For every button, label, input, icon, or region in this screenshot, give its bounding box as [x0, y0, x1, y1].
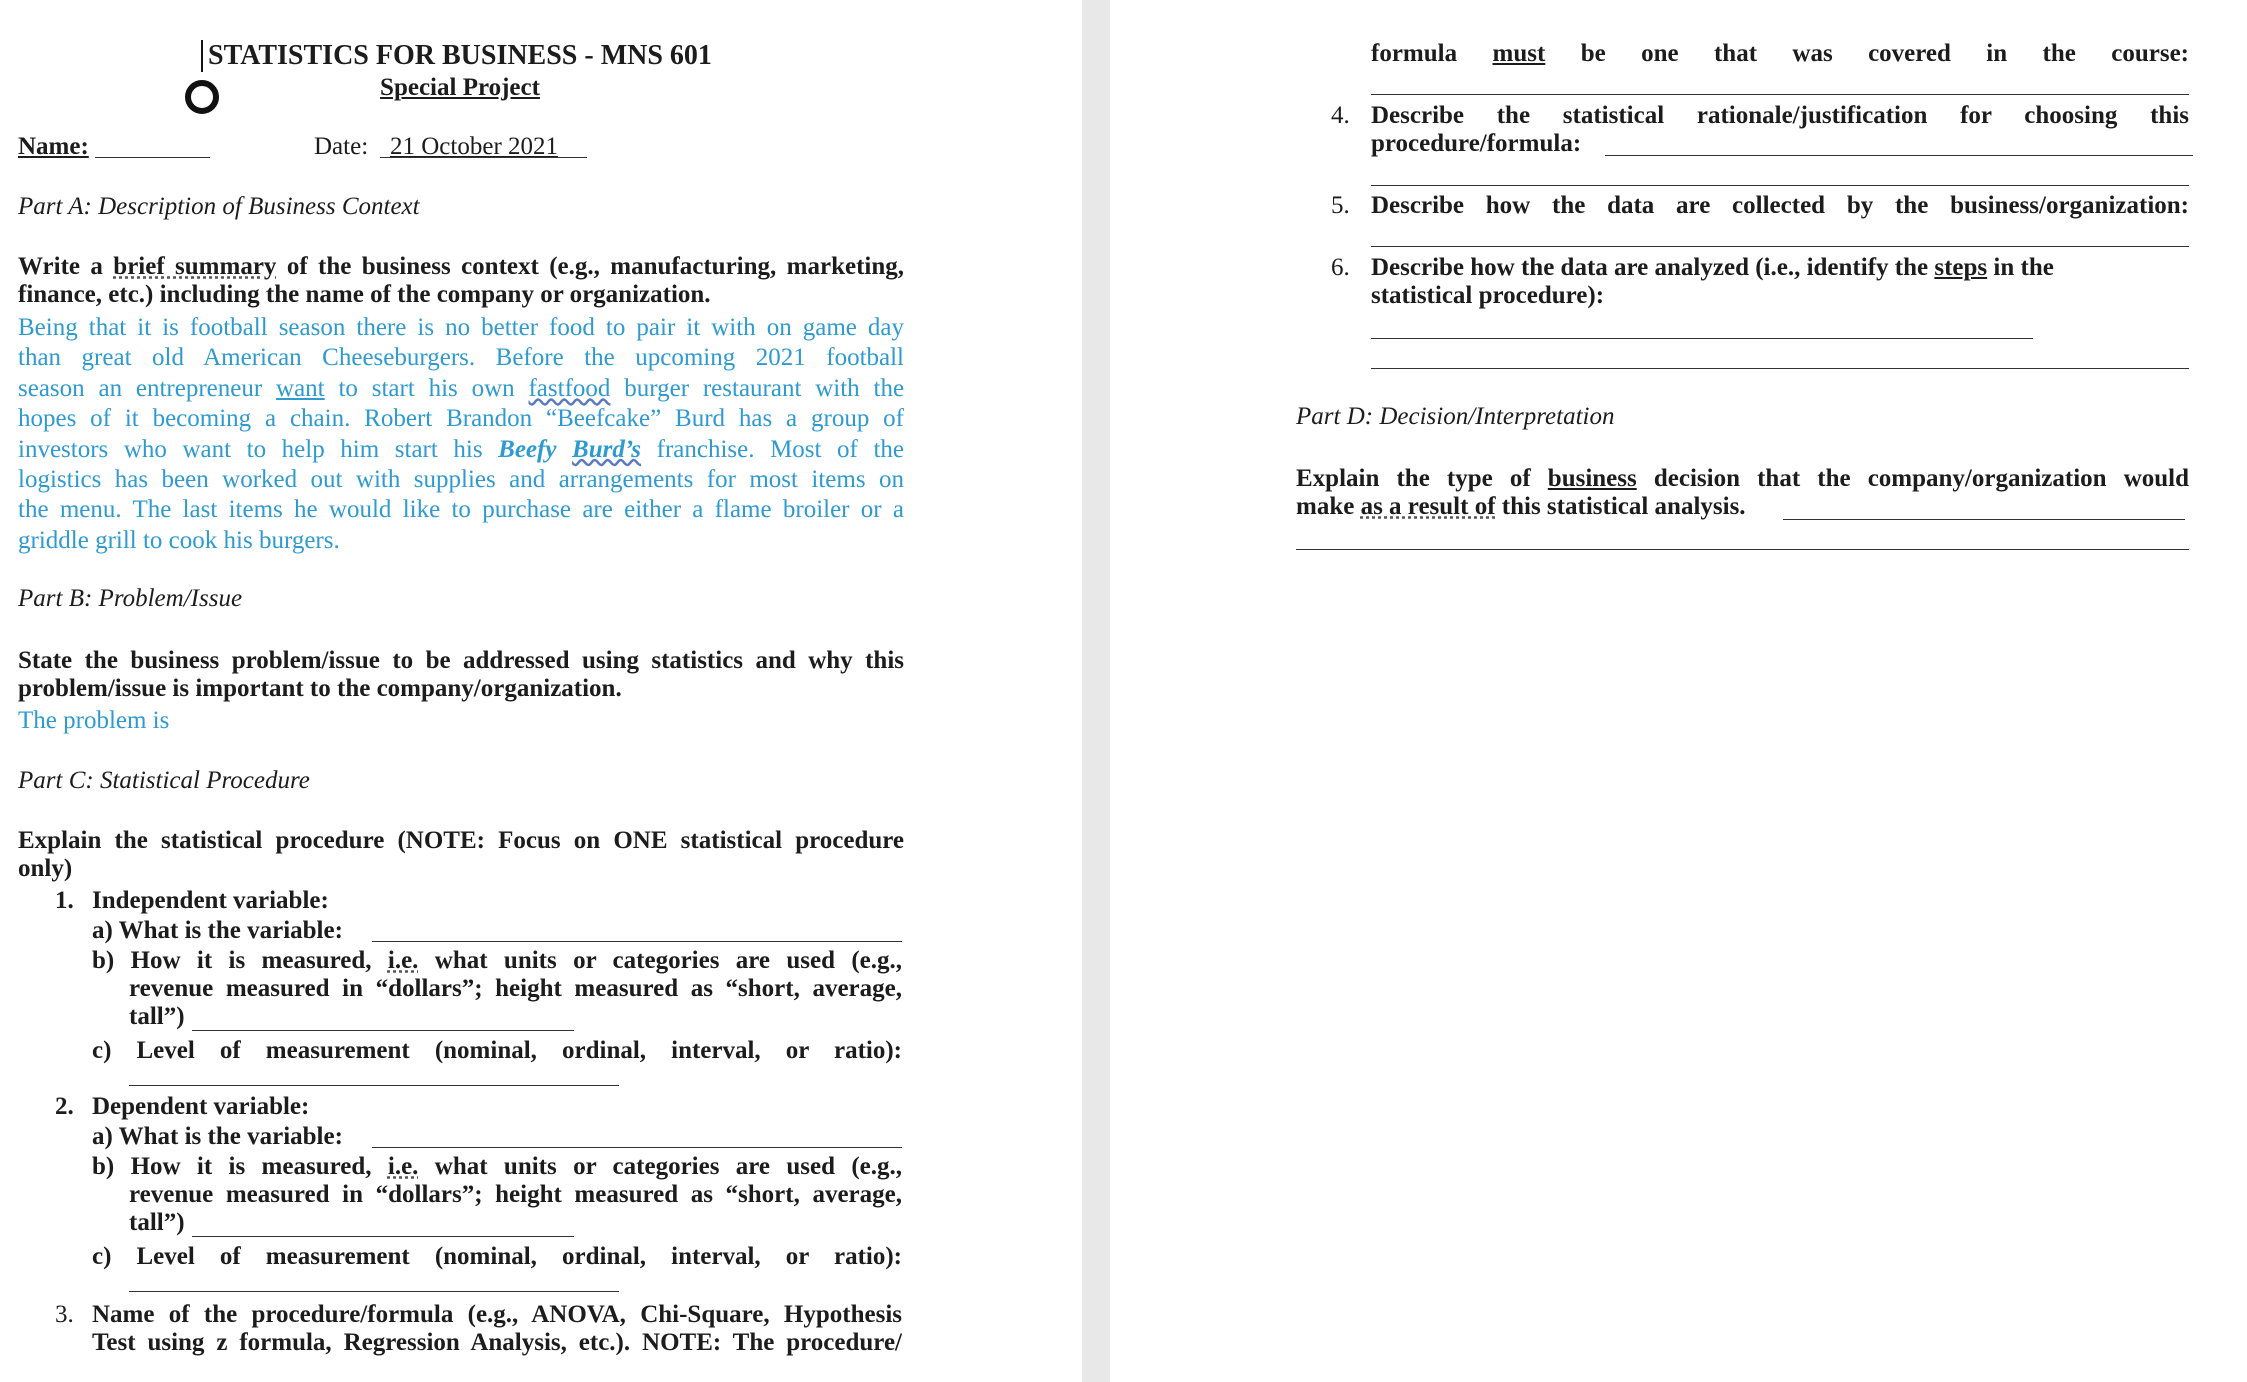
circle-cursor-icon [185, 80, 219, 114]
item-5-field[interactable] [1371, 246, 2189, 247]
part-d-field[interactable] [1783, 519, 2185, 520]
item-6-text: Describe how the data are analyzed (i.e., identify the steps in the statistical procedure): [1371, 254, 2054, 309]
part-c-prompt: Explain the statistical procedure (NOTE: Focus on ONE statistical procedure only) [18, 827, 904, 882]
item-1a-field[interactable] [372, 941, 902, 942]
part-b-heading: Part B: Problem/Issue [18, 585, 243, 612]
item-3-field[interactable] [1371, 94, 2189, 95]
item-4-number: 4. [1331, 102, 1350, 129]
part-b-prompt: State the business problem/issue to be addressed using statistics and why this problem/issue is important to the company/organization. [18, 647, 904, 702]
part-a-heading: Part A: Description of Business Context [18, 193, 420, 220]
item-2-number: 2. [55, 1093, 74, 1120]
part-a-answer[interactable]: Being that it is football season there is no better food to pair it with on game day than great old American Cheeseburgers. Before the upcoming 2021 football season an entrepreneur want to start his own fastfood burger restaurant with the hopes of it becoming a chain. Robert Brandon “Beefcake” Burd has a group of investors who want to help him start his Beefy Burd’s franchise. Most of the logistics has been worked out with supplies and arrangements for most items on the menu. The last items he would like to purchase are either a flame broiler or a griddle grill to cook his burgers. [18, 314, 905, 554]
item-1a: a) What is the variable: [92, 917, 343, 944]
item-3-continued: formula must be one that was covered in the course: [1371, 40, 2189, 67]
date-underline [380, 157, 587, 158]
item-1c-field[interactable] [129, 1085, 619, 1086]
item-3-number: 3. [55, 1301, 74, 1328]
item-6-field-2[interactable] [1371, 368, 2189, 369]
item-6-number: 6. [1331, 254, 1350, 281]
part-d-field-2[interactable] [1296, 549, 2189, 550]
item-1-label: Independent variable: [92, 887, 329, 914]
part-b-answer[interactable]: The problem is [18, 707, 170, 734]
item-1b: b) How it is measured, i.e. what units or categories are used (e.g., revenue measured in “dollars”; height measured as “short, average, tall”) [92, 947, 903, 1030]
item-4-field-2[interactable] [1371, 185, 2189, 186]
item-1-number: 1. [55, 887, 74, 914]
item-1b-field[interactable] [192, 1030, 574, 1031]
item-2c-field[interactable] [129, 1291, 619, 1292]
item-5-text: Describe how the data are collected by the business/organization: [1371, 192, 2189, 219]
date-value: 21 October 2021 [390, 133, 559, 160]
date-label: Date: [314, 133, 369, 160]
item-1c: c) Level of measurement (nominal, ordinal, interval, or ratio): [92, 1037, 902, 1064]
document-subtitle: Special Project [380, 74, 540, 101]
item-4-field[interactable] [1605, 155, 2193, 156]
item-3-text: Name of the procedure/formula (e.g., ANOVA, Chi-Square, Hypothesis Test using z formula, Regression Analysis, etc.). NOTE: The procedure/ [92, 1301, 902, 1356]
document-title: STATISTICS FOR BUSINESS - MNS 601 [208, 40, 712, 71]
document-page-left[interactable] [0, 0, 1082, 1382]
document-page-right[interactable] [1110, 0, 2247, 1382]
part-a-prompt: Write a brief summary of the business context (e.g., manufacturing, marketing, finance, etc.) including the name of the company or organization. [18, 253, 904, 308]
name-label: Name: [18, 133, 89, 160]
part-d-heading: Part D: Decision/Interpretation [1296, 403, 1615, 430]
part-d-prompt: Explain the type of business decision that the company/organization would make as a result of this statistical analysis. [1296, 465, 2189, 520]
name-field[interactable] [95, 157, 210, 158]
item-2a: a) What is the variable: [92, 1123, 343, 1150]
item-2b-field[interactable] [192, 1236, 574, 1237]
item-2-label: Dependent variable: [92, 1093, 310, 1120]
item-6-field[interactable] [1371, 338, 2033, 339]
item-2c: c) Level of measurement (nominal, ordinal, interval, or ratio): [92, 1243, 902, 1270]
item-2a-field[interactable] [372, 1147, 902, 1148]
page-gutter [1082, 0, 1110, 1382]
part-c-heading: Part C: Statistical Procedure [18, 767, 310, 794]
item-4-text: Describe the statistical rationale/justification for choosing this procedure/formula: [1371, 102, 2189, 157]
item-5-number: 5. [1331, 192, 1350, 219]
item-2b: b) How it is measured, i.e. what units or categories are used (e.g., revenue measured in “dollars”; height measured as “short, average, tall”) [92, 1153, 903, 1236]
